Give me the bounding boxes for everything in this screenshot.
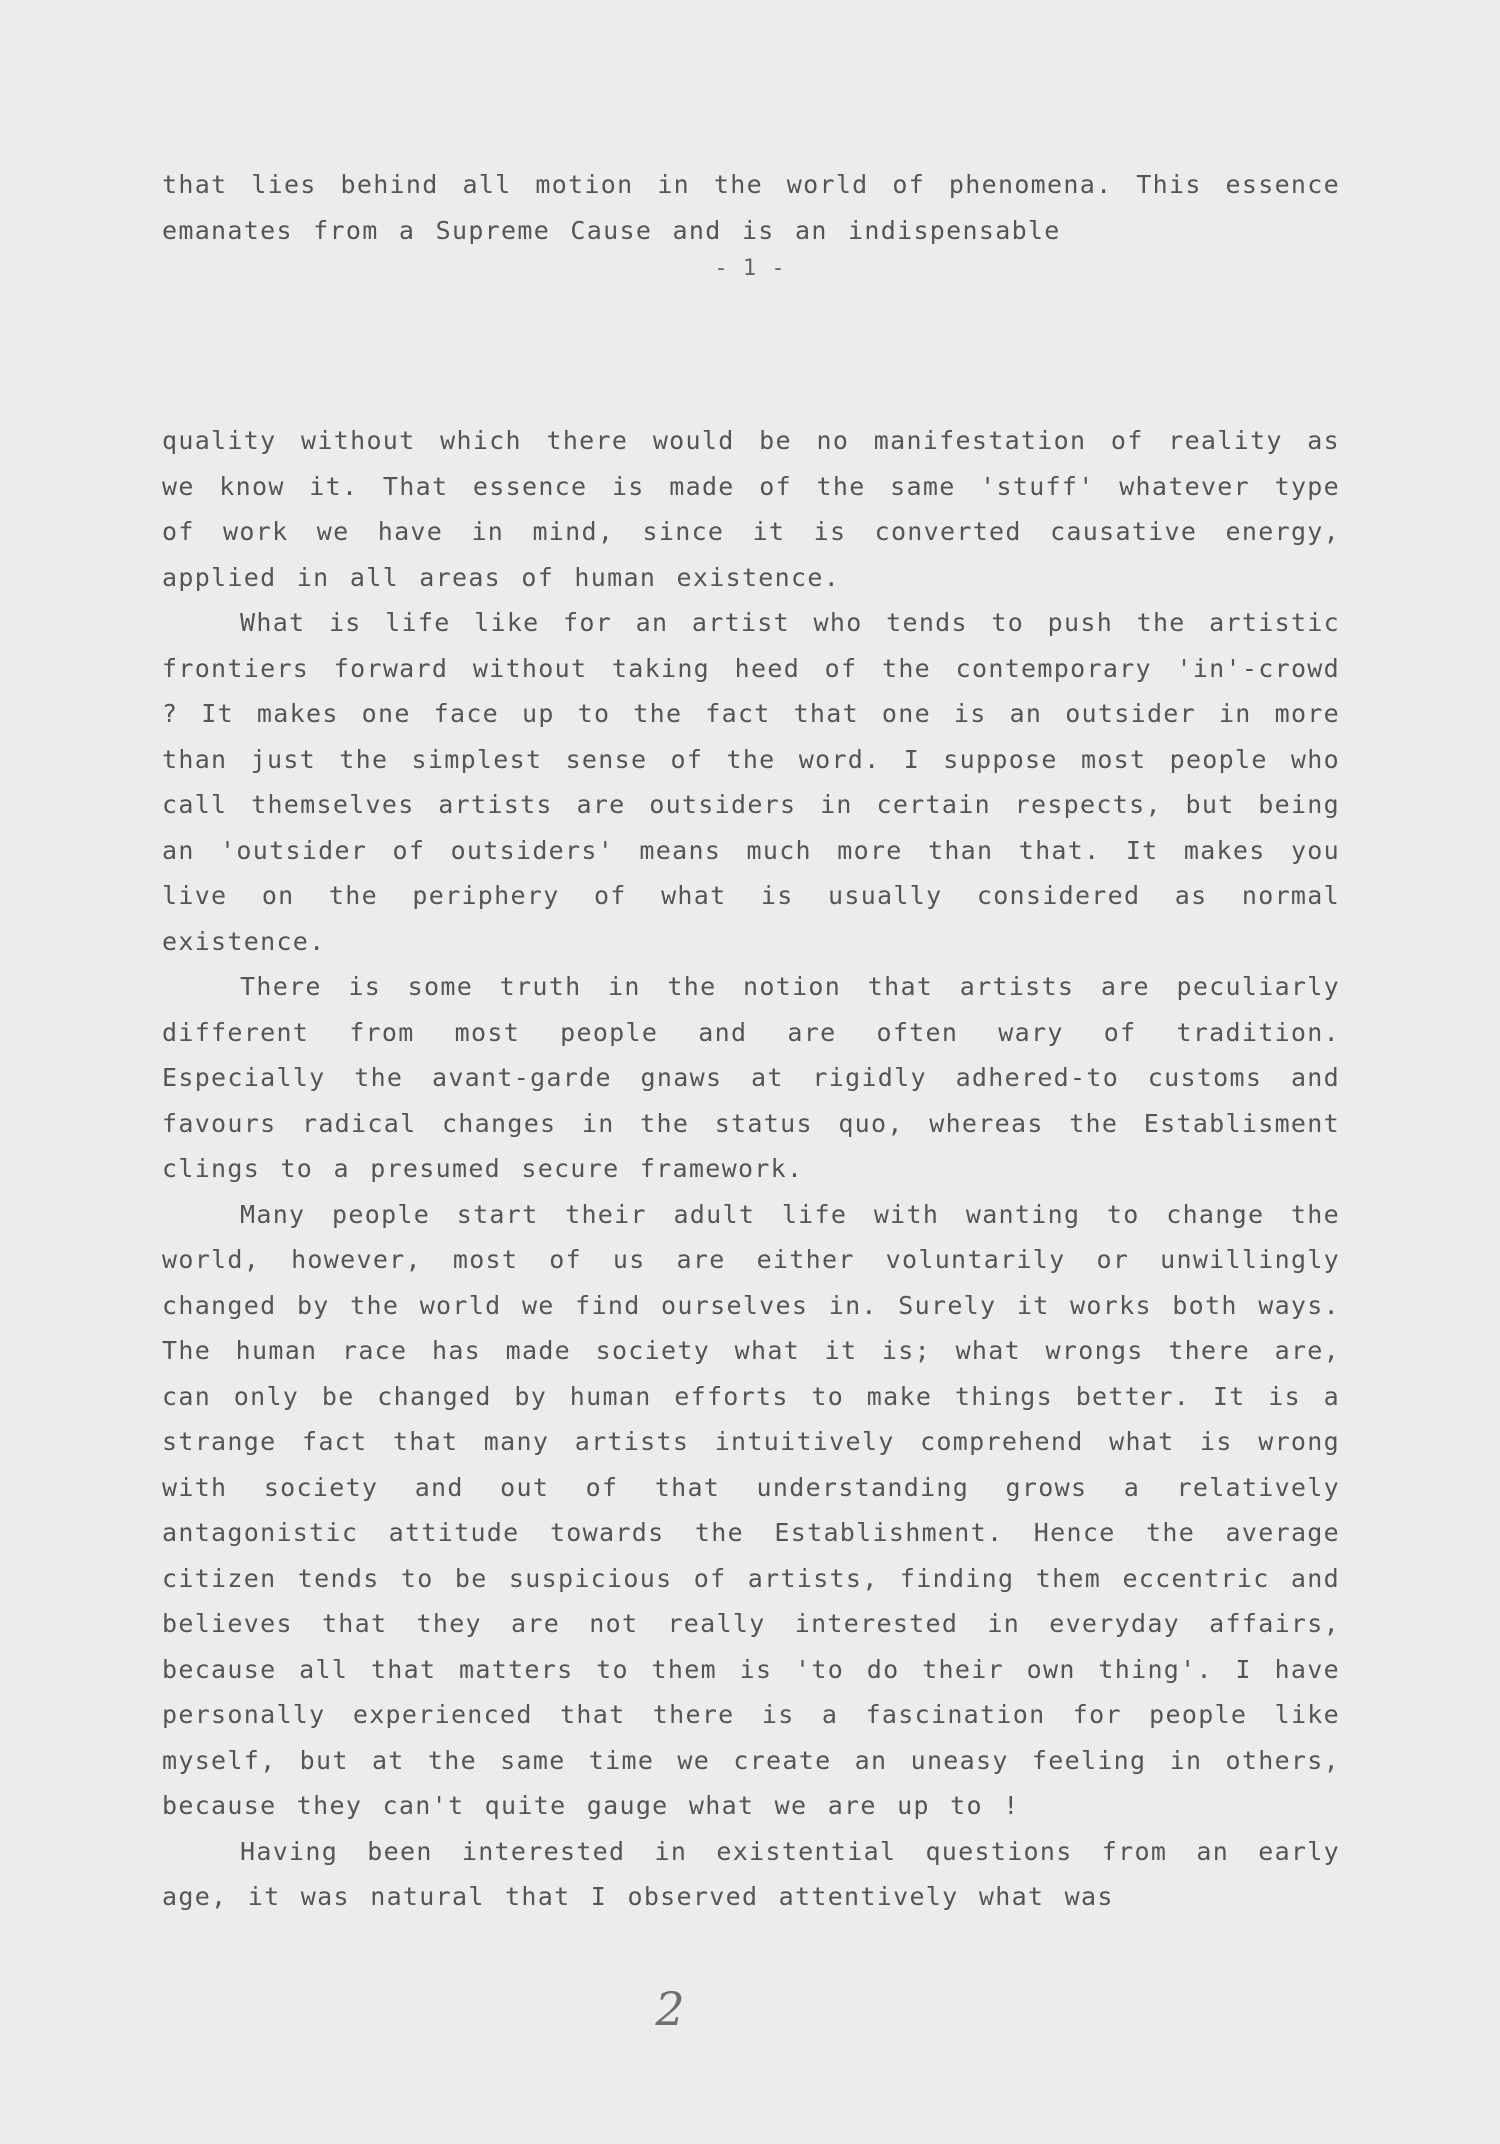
main-text <box>162 418 1340 1920</box>
paragraph-5: Having been interested in existential questions from an early age, it was natural that I observed attentively what was <box>162 1836 1340 1911</box>
paragraph-4: Many people start their adult life with wanting to change the world, however, most of us are either voluntarily or unwillingly changed by the world we find ourselves in. Surely it works both ways. The human race has made society what it is; what wrongs there are, can only be changed by human efforts to make things better. It is a strange fact that many artists intuitively comprehend what is wrong with society and out of that understanding grows a relatively antagonistic attitude towards the Establishment. Hence the average citizen tends to be suspicious of artists, finding them eccentric and believes that they are not really interested in everyday affairs, because all that matters to them is 'to do their own thing'. I have personally experienced that there is a fascination for people like myself, but at the same time we create an uneasy feeling in others, because they can't quite gauge what we are up to ! <box>162 1199 1340 1820</box>
paragraph-1: quality without which there would be no manifestation of reality as we know it. That essence is made of the same 'stuff' whatever type of work we have in mind, since it is converted causative energy, applied in all areas of human existence. <box>162 426 1340 592</box>
typed-page-number: - 1 - <box>714 256 786 281</box>
paragraph-3: There is some truth in the notion that artists are peculiarly different from most people and are often wary of tradition. Especially the avant-garde gnaws at rigidly adhered-to customs and favours radical changes in the status quo, whereas the Establisment clings to a presumed secure framework. <box>162 972 1340 1183</box>
handwritten-page-number: 2 <box>655 1982 685 2036</box>
carryover-text <box>162 162 1340 253</box>
paragraph-2: What is life like for an artist who tends to push the artistic frontiers forward without taking heed of the contemporary 'in'-crowd ? It makes one face up to the fact that one is an outsider in more than just the simplest sense of the word. I suppose most people who call themselves artists are outsiders in certain respects, but being an 'outsider of outsiders' means much more than that. It makes you live on the periphery of what is usually considered as normal existence. <box>162 608 1340 956</box>
carryover-paragraph: that lies behind all motion in the world of phenomena. This essence emanates from a Supreme Cause and is an indispensable <box>162 170 1340 245</box>
